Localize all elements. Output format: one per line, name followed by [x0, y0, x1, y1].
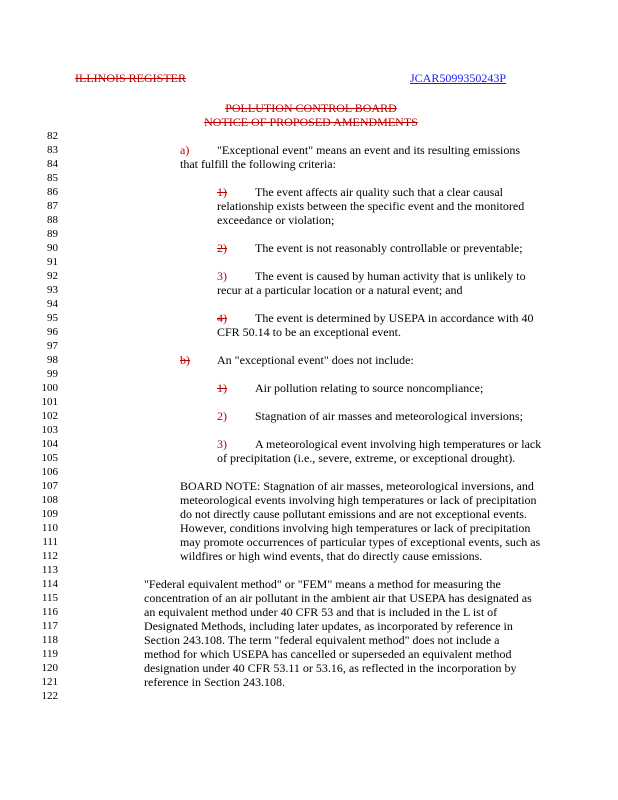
criterion-1-text: The event affects air quality such that a clear causal	[255, 185, 503, 199]
fem-definition-line: Designated Methods, including later updates, as incorporated by reference in	[144, 619, 513, 633]
subsection-b-text: An "exceptional event" does not include:	[217, 353, 414, 367]
criterion-4	[217, 311, 534, 325]
criterion-2-label: 2)	[217, 241, 227, 255]
subsection-a-text: "Exceptional event" means an event and its resulting emissions	[217, 143, 521, 157]
line-number: 108	[41, 494, 58, 506]
exclusion-1-label: 1)	[217, 381, 227, 395]
criterion-3-label: 3)	[217, 269, 227, 283]
line-number: 102	[41, 410, 58, 422]
notice-title: NOTICE OF PROPOSED AMENDMENTS	[204, 115, 418, 129]
line-number: 113	[41, 564, 58, 576]
line-number: 100	[41, 382, 58, 394]
line-number: 114	[41, 578, 58, 590]
line-number: 122	[41, 690, 58, 702]
line-number: 118	[41, 634, 58, 646]
criterion-1-text-cont: relationship exists between the specific event and the monitored	[217, 199, 525, 213]
criterion-4-label: 4)	[217, 311, 227, 325]
line-number: 115	[41, 592, 58, 604]
fem-definition-line: an equivalent method under 40 CFR 53 and that is included in the L ist of	[144, 605, 498, 619]
subsection-a-text-cont: that fulfill the following criteria:	[180, 157, 336, 171]
line-number: 99	[47, 368, 58, 380]
criterion-3	[217, 269, 526, 283]
exclusion-3	[217, 437, 541, 451]
line-number: 119	[41, 648, 58, 660]
line-number: 95	[47, 312, 58, 324]
line-number: 101	[41, 396, 58, 408]
exclusion-3-text: A meteorological event involving high temperatures or lack	[255, 437, 542, 451]
fem-definition-line: Section 243.108. The term "federal equivalent method" does not include a	[144, 633, 500, 647]
line-number: 106	[41, 466, 58, 478]
subsection-a-label: a)	[180, 143, 190, 157]
criterion-2	[217, 241, 523, 255]
line-number: 83	[47, 144, 58, 156]
criterion-3-text-cont: recur at a particular location or a natural event; and	[217, 283, 463, 297]
line-number: 120	[41, 662, 58, 674]
line-number: 97	[47, 340, 58, 352]
fem-definition-line: "Federal equivalent method" or "FEM" means a method for measuring the	[144, 577, 501, 591]
criterion-1	[217, 185, 503, 199]
line-number: 82	[47, 130, 58, 142]
line-number: 96	[47, 326, 58, 338]
board-note-line: However, conditions involving high temperatures or lack of precipitation	[180, 521, 531, 535]
board-note-line: BOARD NOTE: Stagnation of air masses, meteorological inversions, and	[180, 479, 534, 493]
board-note-line: may promote occurrences of particular types of exceptional events, such as	[180, 535, 541, 549]
fem-definition-line: concentration of an air pollutant in the ambient air that USEPA has designated as	[144, 591, 532, 605]
line-number: 85	[47, 172, 58, 184]
line-number: 107	[41, 480, 58, 492]
agency-title: POLLUTION CONTROL BOARD	[225, 101, 397, 115]
exclusion-2-text: Stagnation of air masses and meteorological inversions;	[255, 409, 523, 423]
board-note-line: meteorological events involving high temperatures or lack of precipitation	[180, 493, 537, 507]
line-number: 98	[47, 354, 58, 366]
exclusion-2	[217, 409, 523, 423]
criterion-2-text: The event is not reasonably controllable or preventable;	[255, 241, 523, 255]
line-number: 84	[47, 158, 58, 170]
line-number: 92	[47, 270, 58, 282]
subsection-a	[180, 143, 520, 157]
board-note-line: wildfires or high wind events, that do directly cause emissions.	[180, 549, 483, 563]
criterion-1-text-cont: exceedance or violation;	[217, 213, 335, 227]
line-number: 88	[47, 214, 58, 226]
exclusion-2-label: 2)	[217, 409, 227, 423]
line-number: 112	[41, 550, 58, 562]
line-number: 86	[47, 186, 58, 198]
fem-definition-line: reference in Section 243.108.	[144, 675, 285, 689]
board-note-line: do not directly cause pollutant emissions and are not exceptional events.	[180, 507, 527, 521]
line-number: 93	[47, 284, 58, 296]
criterion-3-text: The event is caused by human activity that is unlikely to	[255, 269, 526, 283]
exclusion-1-text: Air pollution relating to source noncompliance;	[255, 381, 484, 395]
line-number: 111	[42, 536, 58, 548]
line-number: 116	[41, 606, 58, 618]
fem-definition-line: method for which USEPA has cancelled or superseded an equivalent method	[144, 647, 512, 661]
jcar-reference-link[interactable]: JCAR5099350243P	[410, 71, 507, 85]
criterion-1-label: 1)	[217, 185, 227, 199]
subsection-b	[180, 353, 414, 367]
exclusion-3-label: 3)	[217, 437, 227, 451]
exclusion-1	[217, 381, 483, 395]
criterion-4-text-cont: CFR 50.14 to be an exceptional event.	[217, 325, 401, 339]
line-number: 117	[41, 620, 58, 632]
line-number: 91	[47, 256, 58, 268]
line-number: 109	[41, 508, 58, 520]
exclusion-3-text-cont: of precipitation (i.e., severe, extreme, or exceptional drought).	[217, 451, 516, 465]
line-number: 104	[41, 438, 58, 450]
line-number: 105	[41, 452, 58, 464]
criterion-4-text: The event is determined by USEPA in accordance with 40	[255, 311, 534, 325]
fem-definition-line: designation under 40 CFR 53.11 or 53.16, as reflected in the incorporation by	[144, 661, 517, 675]
line-number: 103	[41, 424, 58, 436]
line-number: 89	[47, 228, 58, 240]
line-number: 110	[41, 522, 58, 534]
register-header: ILLINOIS REGISTER	[75, 71, 186, 85]
line-number: 121	[41, 676, 58, 688]
line-number: 87	[47, 200, 58, 212]
line-number: 94	[47, 298, 58, 310]
subsection-b-label: b)	[180, 353, 190, 367]
line-number: 90	[47, 242, 58, 254]
